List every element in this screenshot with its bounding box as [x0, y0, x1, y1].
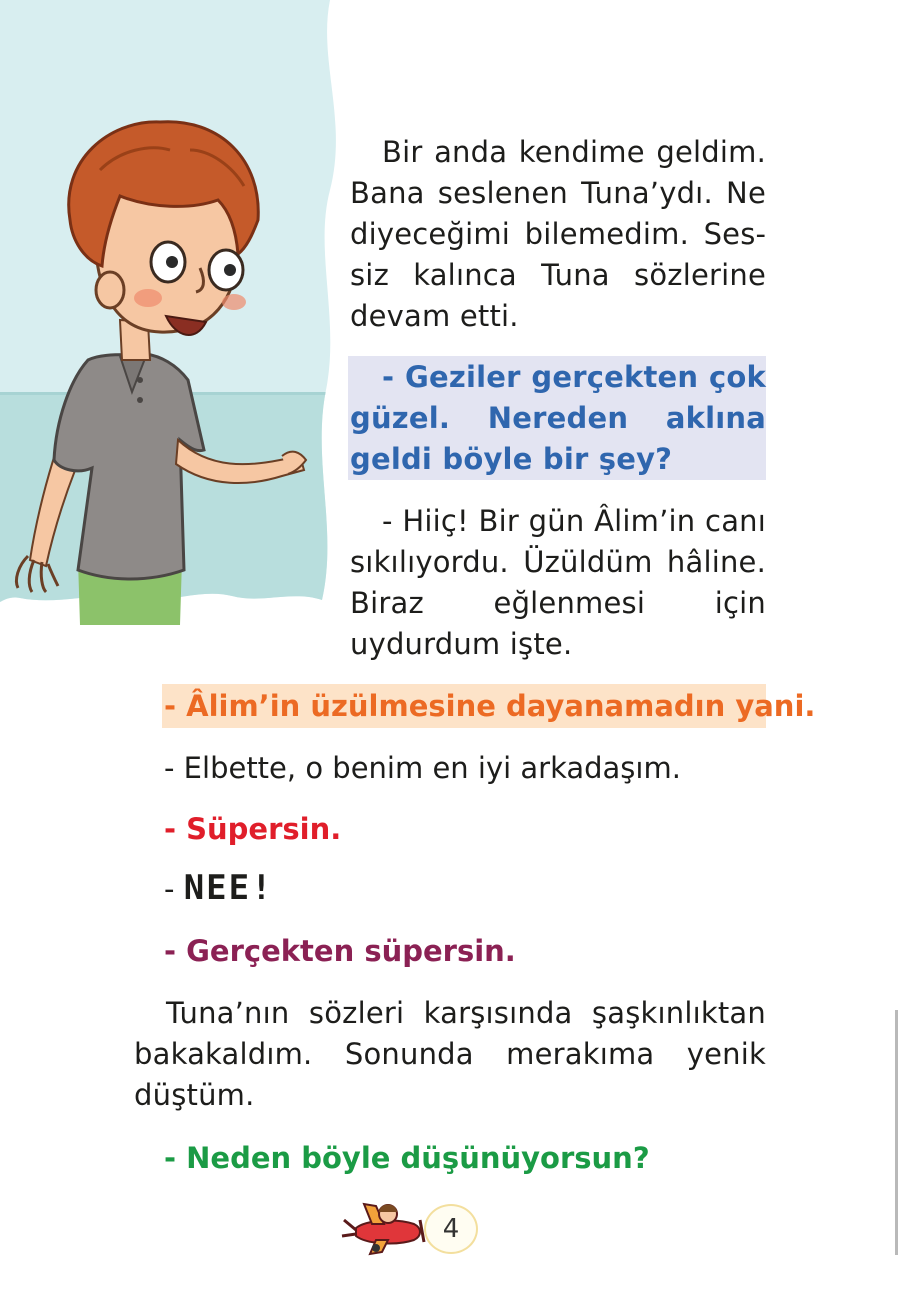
dialogue-line-1: - Âlim’in üzülmesine dayanamadın yani.	[164, 689, 816, 723]
dialogue-tuna-question: - Geziler gerçekten çok güzel. Nereden aklına geldi böyle bir şey?	[350, 360, 766, 476]
dialogue-line-3: - Süpersin.	[164, 812, 342, 846]
narration-paragraph-2: Tuna’nın sözleri karşısında şaşkınlıktan bakakaldım. Sonunda merakıma yenik düştüm.	[134, 996, 766, 1112]
dialogue-shout: NEE!	[183, 868, 274, 908]
page-edge-mark	[895, 1010, 898, 1255]
page-number: 4	[442, 1214, 460, 1244]
dialogue-tuna-answer: - Hiiç! Bir gün Âlim’in canı sıkılıyordu. Üzüldüm hâline. Biraz eğlenmesi için uydurdum işte.	[350, 504, 766, 661]
plane-icon	[336, 1190, 436, 1260]
boy-illustration	[0, 0, 345, 625]
narration-paragraph-1: Bir anda kendime geldim. Bana seslenen Tuna’ydı. Ne diyeceğimi bilemedim. Sessiz kalınca Tuna sözlerine devam etti.	[350, 135, 766, 333]
dialogue-line-2: - Elbette, o benim en iyi arkadaşım.	[164, 751, 681, 785]
dialogue-dash: -	[164, 872, 184, 906]
dialogue-line-6: - Neden böyle düşünüyorsun?	[164, 1141, 650, 1175]
page-footer	[336, 1190, 486, 1260]
dialogue-line-4	[164, 866, 274, 911]
dialogue-line-5: - Gerçekten süpersin.	[164, 934, 516, 968]
